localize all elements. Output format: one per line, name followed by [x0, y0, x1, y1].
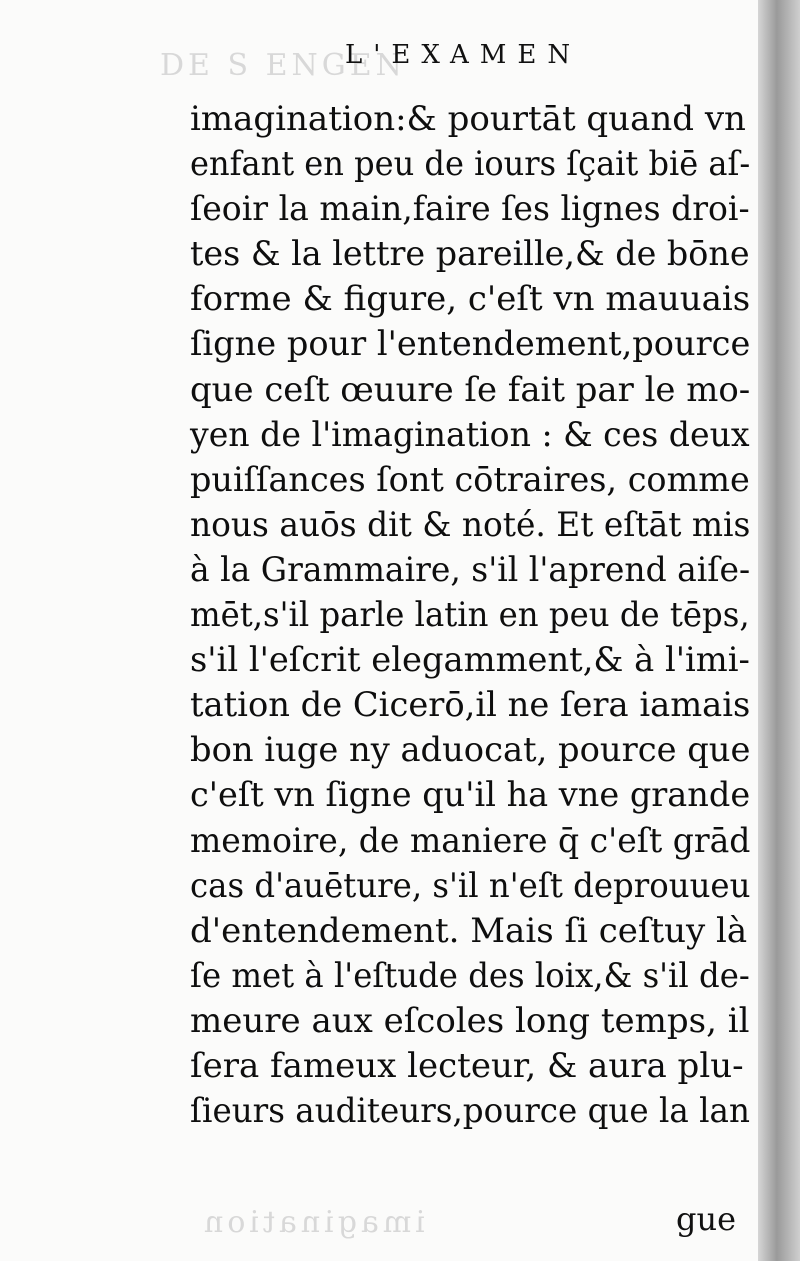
text-line: imagination:& pourtāt quand vn [190, 99, 746, 139]
text-line: memoire, de maniere q̄ c'eſt grād [190, 820, 751, 861]
text-line: d'entendement. Mais ſi ceſtuy là [190, 910, 748, 951]
text-line: tes & la lettre pareille,& de bōne [190, 234, 750, 275]
page-edge [758, 0, 800, 1261]
text-line: puiſſances ſont cōtraires, comme [190, 459, 750, 500]
text-line: s'il l'eſcrit elegamment,& à l'imi- [190, 640, 750, 681]
text-line: meure aux eſcoles long temps, il [190, 1000, 750, 1041]
running-head: L'EXAMEN [345, 40, 582, 70]
text-line: nous auōs dit & noté. Et eſtāt mis [190, 504, 751, 545]
text-line: enfant en peu de iours ſçait biē aſ- [190, 144, 751, 185]
text-line: tation de Cicerō,il ne ſera iamais [190, 685, 751, 726]
text-line: ſigne pour l'entendement,pource [190, 324, 751, 365]
bleed-through-bottom: imagination [200, 1205, 425, 1240]
bleed-through-top: DE S ENGEN [160, 48, 406, 83]
body-text [190, 97, 750, 1134]
text-line: forme & figure, c'eſt vn mauuais [190, 279, 751, 320]
text-line: bon iuge ny aduocat, pource que [190, 730, 751, 771]
text-line: mēt,s'il parle latin en peu de tēps, [190, 595, 750, 636]
catchword: gue [676, 1200, 737, 1238]
text-line: c'eſt vn ſigne qu'il ha vne grande [190, 775, 751, 816]
text-line: yen de l'imagination : & ces deux [190, 414, 750, 455]
text-line: ſera fameux lecteur, & aura plu- [190, 1045, 744, 1086]
text-line: cas d'auēture, s'il n'eſt deprouueu [190, 865, 751, 906]
text-line: à la Grammaire, s'il l'aprend aiſe- [190, 549, 751, 590]
text-line: ſieurs auditeurs,pource que la lan [190, 1091, 750, 1132]
text-line: ſe met à l'eſtude des loix,& s'il de- [190, 955, 750, 996]
text-line: ſeoir la main,faire ſes lignes droi- [190, 189, 750, 230]
text-line: que ceſt œuure ſe fait par le mo- [190, 369, 751, 410]
